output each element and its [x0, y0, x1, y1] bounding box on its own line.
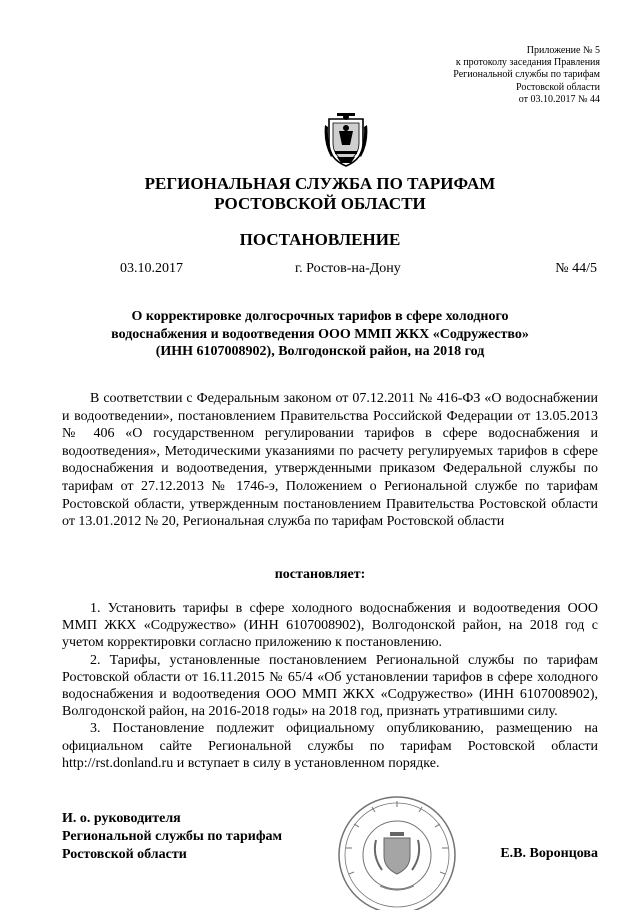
org-name-line: РОСТОВСКОЙ ОБЛАСТИ	[214, 194, 426, 213]
decree-item: 2. Тарифы, установленные постановлением Региональной службы по тарифам Ростовской области от 16.11.2015 № 65/4 «Об установлении тарифов в сфере холодного водоснабжения и водоотведения ООО ММП ЖКХ «Содружество» (ИНН 6107008902), Волгодонской район, на 2016-2018 годы» на 2018 год, признать утратившими силу.	[62, 652, 598, 720]
subject-line: водоснабжения и водоотведения ООО ММП ЖКХ «Содружество»	[111, 326, 529, 342]
annex-line: Ростовской области	[516, 81, 600, 93]
subject-line: О корректировке долгосрочных тарифов в сфере холодного	[131, 309, 509, 324]
annex-block	[400, 45, 600, 106]
decrees-heading: постановляет:	[274, 567, 366, 582]
decree-item: 3. Постановление подлежит официальному опубликованию, размещению на официальном сайте Региональной службы по тарифам Ростовской области http://rst.donland.ru и вступает в силу в установленном порядке.	[62, 721, 598, 771]
org-name-line: РЕГИОНАЛЬНАЯ СЛУЖБА ПО ТАРИФАМ	[144, 174, 496, 193]
signer-name: Е.В. Воронцова	[500, 846, 598, 861]
subject-line: (ИНН 6107008902), Волгодонской район, на 2018 год	[155, 344, 485, 359]
preamble-paragraph: В соответствии с Федеральным законом от 07.12.2011 № 416-ФЗ «О водоснабжении и водоотведении», постановлением Правительства Российской Федерации от 13.05.2013 № 406 «О государственном регулировании тарифов в сфере водоснабжения и водоотведения», Методическими указаниями по расчету регулируемых тарифов в сфере водоснабжения и водоотведения, утвержденными приказом Федеральной службы по тарифам от 27.12.2013 № 1746-э, Положением о Региональной службе по тарифам Ростовской области, утвержденным постановлением Правительства Ростовской области от 13.01.2012 № 20, Региональная служба по тарифам Ростовской области	[62, 391, 598, 530]
signatory-title-line: Региональной службы по тарифам	[62, 829, 283, 844]
decree-items	[62, 600, 598, 772]
annex-line: от 03.10.2017 № 44	[518, 93, 600, 105]
signatory-title-line: И. о. руководителя	[62, 811, 181, 826]
signatory-title	[62, 810, 282, 864]
annex-line: к протоколу заседания Правления	[455, 57, 600, 69]
document-subject	[90, 308, 550, 361]
annex-line: Приложение № 5	[526, 45, 600, 56]
coat-of-arms-icon	[323, 113, 369, 169]
document-type: ПОСТАНОВЛЕНИЕ	[239, 230, 401, 249]
official-seal-icon	[332, 790, 462, 910]
document-date: 03.10.2017	[120, 261, 183, 276]
document-number: № 44/5	[555, 261, 597, 276]
org-name	[0, 174, 640, 214]
document-city: г. Ростов-на-Дону	[295, 261, 401, 276]
decree-item: 1. Установить тарифы в сфере холодного водоснабжения и водоотведения ООО ММП ЖКХ «Содружество» (ИНН 6107008902), Волгодонской район, на 2018 год с учетом корректировки согласно приложению к постановлению.	[62, 601, 598, 651]
signatory-title-line: Ростовской области	[62, 847, 187, 862]
annex-line: Региональной службы по тарифам	[453, 69, 600, 81]
